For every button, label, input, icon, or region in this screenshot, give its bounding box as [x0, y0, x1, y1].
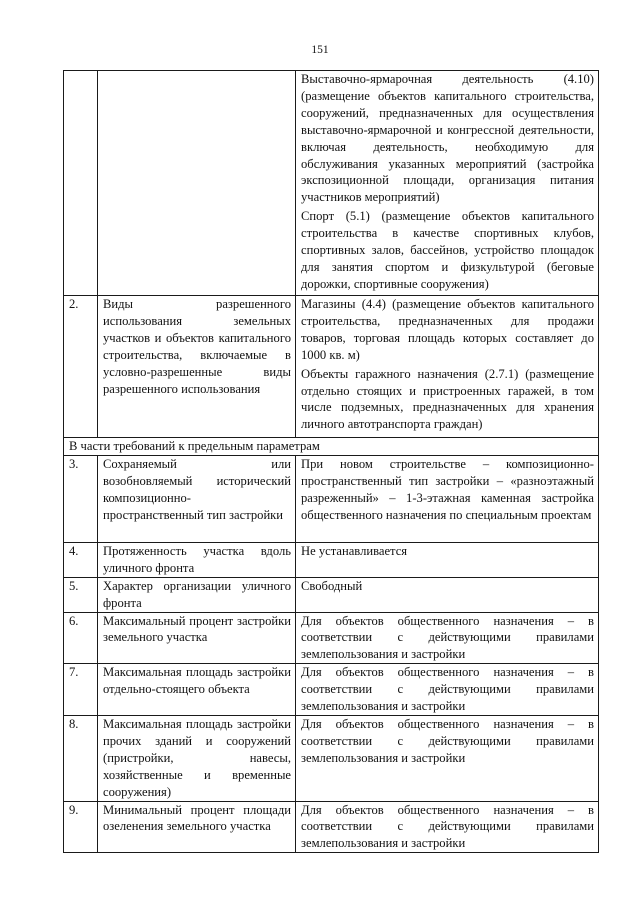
table-row — [64, 542, 599, 577]
table-row — [64, 296, 599, 438]
row-number-cell: 3. — [64, 455, 98, 542]
row-value-cell: Для объектов общественного назначения – в соответствии с действующими правилами землепользования и застройки — [296, 715, 599, 801]
row-value-cell — [296, 71, 599, 296]
row-number-cell: 5. — [64, 577, 98, 612]
row-number-cell: 9. — [64, 801, 98, 853]
value-paragraph: Объекты гаражного назначения (2.7.1) (размещение отдельно стоящих и пристроенных гаражей, в том числе подземных, предназначенных для хранения личного автотранспорта граждан) — [301, 366, 594, 432]
table-row — [64, 455, 599, 542]
section-header-row — [64, 438, 599, 456]
row-value-cell: Для объектов общественного назначения – в соответствии с действующими правилами землепользования и застройки — [296, 664, 599, 716]
row-value-cell: Свободный — [296, 577, 599, 612]
row-value-cell: При новом строительстве – композиционно-пространственный тип застройки – «разноэтажный разреженный» – 1-3-этажная каменная застройка общественного назначения по специальным проектам — [296, 455, 599, 542]
table-row — [64, 71, 599, 296]
row-name-cell: Характер организации уличного фронта — [98, 577, 296, 612]
row-value-cell: Для объектов общественного назначения – в соответствии с действующими правилами землепользования и застройки — [296, 612, 599, 664]
section-header: В части требований к предельным параметрам — [64, 438, 599, 456]
table-row — [64, 612, 599, 664]
row-number-cell: 8. — [64, 715, 98, 801]
row-name-cell: Сохраняемый или возобновляемый исторический композиционно-пространственный тип застройки — [98, 455, 296, 542]
page-number: 151 — [311, 44, 329, 56]
row-value-cell — [296, 296, 599, 438]
table-row — [64, 801, 599, 853]
row-name-cell: Максимальная площадь застройки отдельно-стоящего объекта — [98, 664, 296, 716]
table-row — [64, 664, 599, 716]
row-value-cell: Не устанавливается — [296, 542, 599, 577]
row-number-cell: 7. — [64, 664, 98, 716]
row-name-cell — [98, 71, 296, 296]
value-paragraph: Магазины (4.4) (размещение объектов капитального строительства, предназначенных для продажи товаров, торговая площадь которых составляет до 1000 кв. м) — [301, 297, 594, 362]
table-row — [64, 577, 599, 612]
row-name-cell: Максимальный процент застройки земельного участка — [98, 612, 296, 664]
row-name-cell: Протяженность участка вдоль уличного фронта — [98, 542, 296, 577]
regulations-table — [63, 70, 599, 853]
row-name-cell: Виды разрешенного использования земельных участков и объектов капитального строительства, включаемые в условно-разрешенные виды разрешенного использования — [98, 296, 296, 438]
table-row — [64, 715, 599, 801]
row-number-cell: 4. — [64, 542, 98, 577]
row-value-cell: Для объектов общественного назначения – в соответствии с действующими правилами землепользования и застройки — [296, 801, 599, 853]
row-number-cell: 2. — [64, 296, 98, 438]
row-number-cell: 6. — [64, 612, 98, 664]
row-name-cell: Максимальная площадь застройки прочих зданий и сооружений (пристройки, навесы, хозяйственные и временные сооружения) — [98, 715, 296, 801]
row-name-cell: Минимальный процент площади озеленения земельного участка — [98, 801, 296, 853]
value-paragraph: Выставочно-ярмарочная деятельность (4.10) (размещение объектов капитального строительства, сооружений, предназначенных для осуществления выставочно-ярмарочной и конгрессной деятельности, включая деятельность, необходимую для обслуживания указанных мероприятий (застройка экспозиционной площади, организация питания участников мероприятий) — [301, 72, 594, 205]
value-paragraph: Спорт (5.1) (размещение объектов капитального строительства в качестве спортивных клубов, спортивных залов, бассейнов, устройство площадок для занятия спортом и физкультурой (беговые дорожки, спортивные сооружения) — [301, 209, 594, 291]
row-number-cell — [64, 71, 98, 296]
